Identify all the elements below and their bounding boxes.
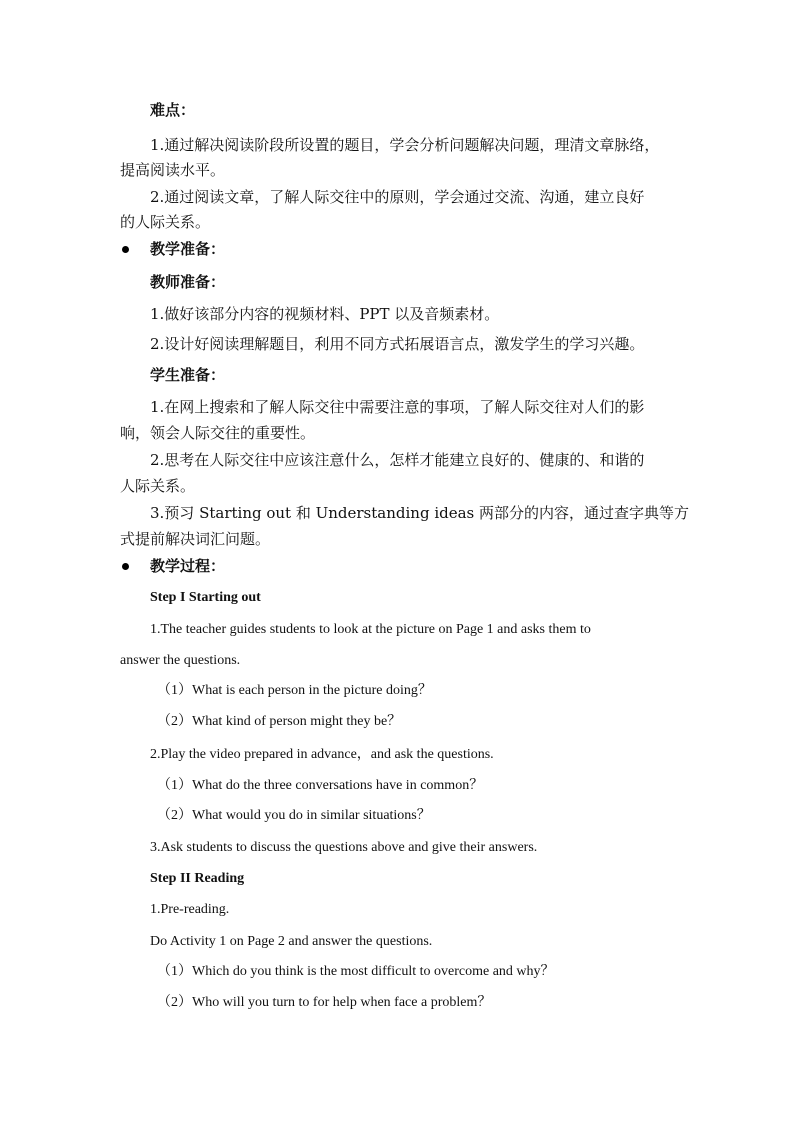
step-1-item-1-line-2: answer the questions.	[120, 653, 241, 668]
step-1-item-3: 3.Ask students to discuss the questions above and give their answers.	[150, 840, 538, 855]
step-1-question-4: （2）What would you do in similar situations？	[157, 808, 431, 823]
difficulty-item-2-line-2: 的人际关系。	[120, 213, 211, 231]
step-1-question-3: （1）What do the three conversations have in common？	[157, 778, 484, 793]
step-1-question-1: （1）What is each person in the picture doing？	[157, 683, 432, 698]
bullet-icon	[122, 246, 129, 253]
teacher-preparation-item-2: 2.设计好阅读理解题目，利用不同方式拓展语言点，激发学生的学习兴趣。	[150, 335, 645, 353]
step-2-question-2: （2）Who will you turn to for help when face a problem？	[157, 995, 492, 1010]
difficulties-heading: 难点：	[150, 101, 196, 119]
step-2-activity: Do Activity 1 on Page 2 and answer the questions.	[150, 934, 433, 949]
teacher-preparation-heading: 教师准备：	[150, 273, 226, 291]
bullet-icon	[122, 563, 129, 570]
step-2-question-1: （1）Which do you think is the most difficult to overcome and why？	[157, 964, 555, 979]
student-preparation-heading: 学生准备：	[150, 366, 226, 384]
step-1-item-1-line-1: 1.The teacher guides students to look at the picture on Page 1 and asks them to	[150, 622, 591, 637]
teacher-preparation-item-1: 1.做好该部分内容的视频材料、PPT 以及音频素材。	[150, 305, 500, 323]
difficulty-item-2-line-1: 2.通过阅读文章，了解人际交往中的原则，学会通过交流、沟通，建立良好	[150, 188, 645, 206]
difficulty-item-1-line-2: 提高阅读水平。	[120, 161, 226, 179]
step-1-question-2: （2）What kind of person might they be？	[157, 714, 402, 729]
step-2-item-1: 1.Pre-reading.	[150, 902, 230, 917]
student-preparation-item-3-line-1: 3.预习 Starting out 和 Understanding ideas 两部分的内容，通过查字典等方	[150, 504, 690, 522]
step-2-title: Step II Reading	[150, 871, 245, 886]
step-1-item-2: 2.Play the video prepared in advance，and ask the questions.	[150, 747, 494, 762]
student-preparation-item-1-line-1: 1.在网上搜索和了解人际交往中需要注意的事项，了解人际交往对人们的影	[150, 398, 645, 416]
preparation-heading: 教学准备：	[150, 240, 226, 258]
student-preparation-item-3-line-2: 式提前解决词汇问题。	[120, 530, 271, 548]
step-1-title: Step I Starting out	[150, 590, 261, 605]
difficulty-item-1-line-1: 1.通过解决阅读阶段所设置的题目，学会分析问题解决问题，理清文章脉络，	[150, 136, 660, 154]
process-heading: 教学过程：	[150, 557, 226, 575]
student-preparation-item-2-line-2: 人际关系。	[120, 477, 196, 495]
student-preparation-item-1-line-2: 响，领会人际交往的重要性。	[120, 424, 316, 442]
student-preparation-item-2-line-1: 2.思考在人际交往中应该注意什么，怎样才能建立良好的、健康的、和谐的	[150, 451, 645, 469]
